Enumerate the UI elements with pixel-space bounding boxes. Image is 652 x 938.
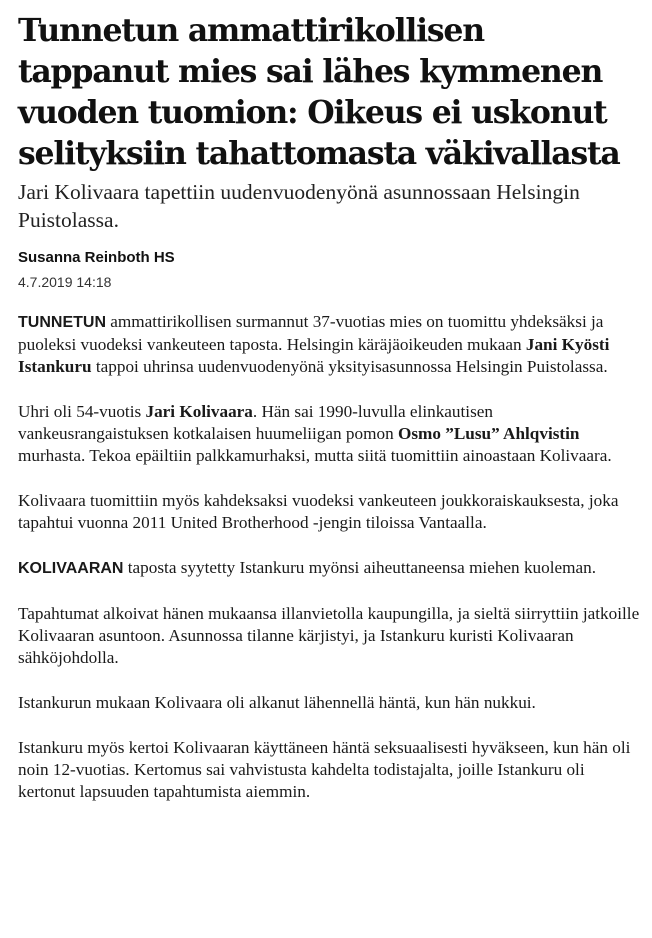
body-paragraph-4: [18, 557, 640, 580]
author-byline[interactable]: Susanna Reinboth HS: [18, 249, 175, 266]
paragraph-text: murhasta. Tekoa epäiltiin palkkamurhaksi, mutta siitä tuomittiin ainoastaan Kolivaara.: [18, 446, 612, 465]
person-name: Jari Kolivaara: [145, 402, 253, 421]
body-paragraph-6: Istankurun mukaan Kolivaara oli alkanut lähennellä häntä, kun hän nukkui.: [18, 693, 536, 712]
article-lead: Jari Kolivaara tapettiin uudenvuodenyönä asunnossaan Helsingin Puistolassa.: [18, 180, 580, 232]
paragraph-text: ammattirikollisen surmannut 37-vuotias mies on tuomittu yhdeksäksi ja puoleksi vuodeksi vankeuteen taposta. Helsingin käräjäoikeuden mukaan: [18, 312, 604, 354]
body-paragraph-3: Kolivaara tuomittiin myös kahdeksaksi vuodeksi vankeuteen joukkoraiskauksesta, joka tapahtui vuonna 2011 United Brotherhood -jengin tiloissa Vantaalla.: [18, 491, 619, 532]
paragraph-text: tappoi uhrinsa uudenvuodenyönä yksityisasunnossa Helsingin Puistolassa.: [91, 357, 608, 376]
paragraph-kicker: KOLIVAARAN: [18, 560, 124, 577]
person-name: Jani Kyösti Istankuru: [18, 335, 610, 376]
paragraph-text: . Hän sai 1990-luvulla elinkautisen vankeusrangaistuksen kotkalaisen huumeliigan pomon: [18, 402, 493, 443]
article-body: [18, 311, 640, 803]
paragraph-text: taposta syytetty Istankuru myönsi aiheuttaneensa miehen kuoleman.: [123, 558, 597, 577]
body-paragraph-2: [18, 401, 640, 467]
paragraph-kicker: TUNNETUN: [18, 314, 106, 331]
publish-date: 4.7.2019 14:18: [18, 274, 112, 290]
article-headline: Tunnetun ammattirikollisen tappanut mies sai lähes kymmenen vuoden tuomion: Oikeus ei uskonut selityksiin tahattomasta väkivallasta: [18, 12, 620, 172]
body-paragraph-5: Tapahtumat alkoivat hänen mukaansa illanvietolla kaupungilla, ja sieltä siirryttiin jatkoille Kolivaaran asuntoon. Asunnossa tilanne kärjistyi, ja Istankuru kuristi Kolivaaran sähköjohdolla.: [18, 604, 640, 667]
body-paragraph-7: Istankuru myös kertoi Kolivaaran käyttäneen häntä seksuaalisesti hyväkseen, kun hän oli noin 12-vuotias. Kertomus sai vahvistusta kahdelta todistajalta, joille Istankuru oli kertonut lapsuuden tapahtumista aiemmin.: [18, 738, 631, 801]
paragraph-text: Uhri oli 54-vuotis: [18, 402, 146, 421]
body-paragraph-1: [18, 311, 640, 378]
news-article: [18, 10, 640, 826]
person-name: Osmo ”Lusu” Ahlqvistin: [397, 424, 580, 443]
